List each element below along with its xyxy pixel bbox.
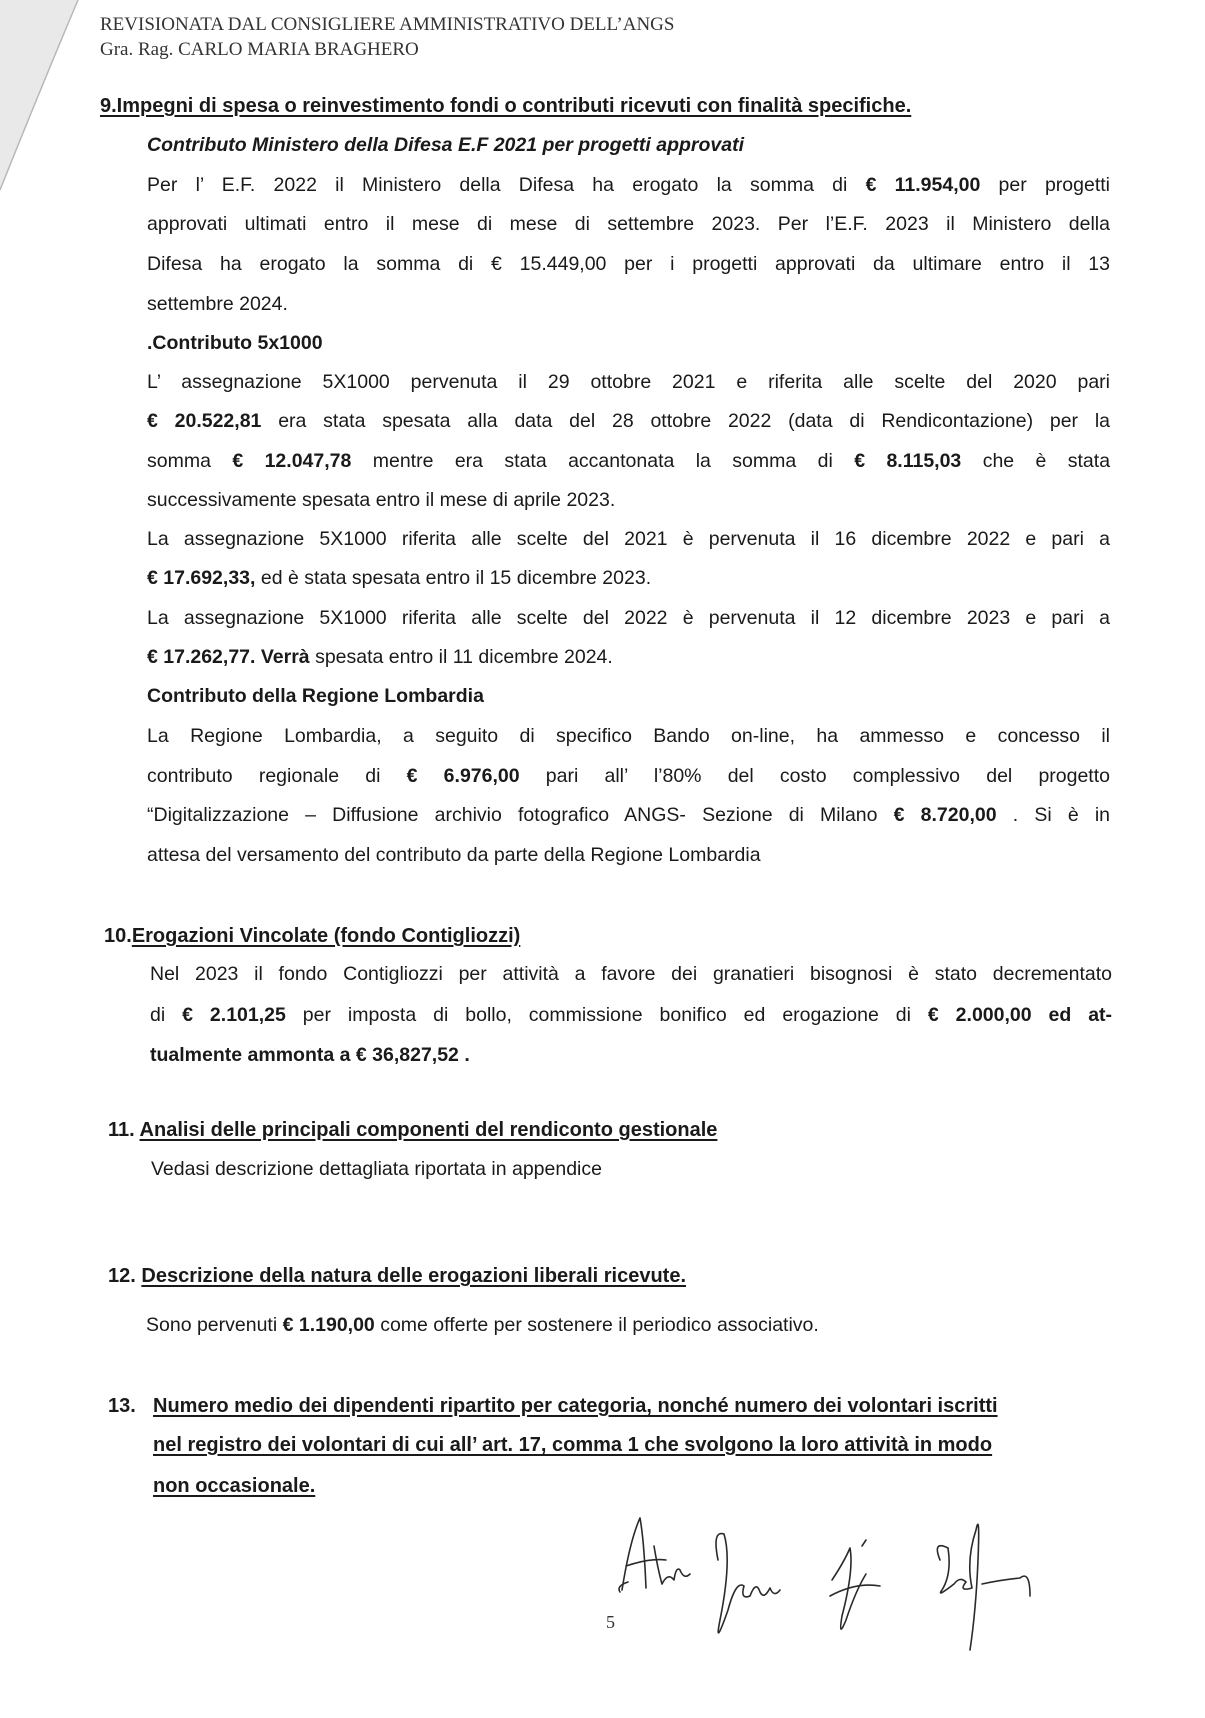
section-9-subtitle-ministero: Contributo Ministero della Difesa E.F 2021 per progetti approvati (147, 134, 745, 156)
amount: € 8.720,00 (893, 804, 997, 826)
amount: € 8.115,03 (854, 450, 962, 472)
section-9-subtitle-lombardia: Contributo della Regione Lombardia (147, 685, 484, 707)
section-11-heading (108, 1117, 717, 1143)
amount: € 2.101,25 (182, 1004, 286, 1026)
paragraph-line (146, 1313, 819, 1337)
paragraph-line (147, 409, 1110, 433)
section-9-subtitle-5x1000: .Contributo 5x1000 (147, 332, 323, 354)
text: Per l’ E.F. 2022 il Ministero della Difesa ha erogato la somma di (147, 174, 848, 196)
paragraph-line: attesa del versamento del contributo da parte della Regione Lombardia (147, 844, 761, 866)
text: contributo regionale di (147, 765, 381, 787)
paragraph-line: La assegnazione 5X1000 riferita alle scelte del 2021 è pervenuta il 16 dicembre 2022 e pari a (147, 528, 1110, 550)
section-number: 12. (108, 1265, 136, 1287)
text: “Digitalizzazione – Diffusione archivio fotografico ANGS- Sezione di Milano (147, 804, 878, 826)
section-13-title-line-2: nel registro dei volontari di cui all’ art. 17, comma 1 che svolgono la loro attività in modo (153, 1434, 993, 1456)
paragraph-line: Vedasi descrizione dettagliata riportata in appendice (151, 1158, 602, 1180)
section-number: 10. (104, 925, 132, 947)
section-number: 11. (108, 1119, 135, 1141)
paragraph-line (147, 173, 1110, 197)
page-fold-shadow (0, 0, 80, 200)
amount: € 2.000,00 ed at- (927, 1004, 1113, 1026)
amount: € 17.262,77. Verrà (147, 646, 310, 668)
text: per progetti (998, 174, 1110, 196)
section-13-title-line-1: Numero medio dei dipendenti ripartito per categoria, nonché numero dei volontari iscritti (153, 1395, 998, 1417)
paragraph-line (147, 764, 1110, 788)
paragraph-line: settembre 2024. (147, 293, 288, 315)
amount: € 20.522,81 (147, 410, 262, 432)
paragraph-line: La Regione Lombardia, a seguito di specifico Bando on-line, ha ammesso e concesso il (147, 725, 1110, 747)
amount: € 17.692,33, (147, 567, 256, 589)
section-10-title: Erogazioni Vincolate (fondo Contigliozzi) (131, 925, 521, 947)
paragraph-line (150, 1003, 1112, 1027)
paragraph-line: tualmente ammonta a € 36,827,52 . (150, 1044, 470, 1066)
page-number: 5 (606, 1612, 615, 1632)
text: di (150, 1004, 166, 1026)
paragraph-line: Nel 2023 il fondo Contigliozzi per attività a favore dei granatieri bisognosi è stato decrementato (150, 963, 1112, 985)
section-9-title: 9.Impegni di spesa o reinvestimento fondi o contributi ricevuti con finalità specifiche. (100, 95, 912, 117)
header-line-2: Gra. Rag. CARLO MARIA BRAGHERO (100, 39, 419, 60)
section-12-heading (108, 1263, 686, 1289)
text: Sono pervenuti (146, 1314, 278, 1336)
paragraph-line: successivamente spesata entro il mese di aprile 2023. (147, 489, 616, 511)
paragraph-line: L’ assegnazione 5X1000 pervenuta il 29 ottobre 2021 e riferita alle scelte del 2020 pari (147, 371, 1110, 393)
amount: € 6.976,00 (406, 765, 520, 787)
section-13-title-line-3: non occasionale. (153, 1475, 316, 1497)
handwritten-signatures (610, 1500, 1080, 1660)
text: somma (147, 450, 211, 472)
section-11-title: Analisi delle principali componenti del rendiconto gestionale (139, 1119, 718, 1141)
text: che è stata (982, 450, 1111, 472)
paragraph-line (147, 803, 1110, 827)
section-10-heading (104, 923, 520, 949)
text: pari all’ l’80% del costo complessivo del progetto (545, 765, 1110, 787)
text: mentre era stata accantonata la somma di (372, 450, 833, 472)
text: ed è stata spesata entro il 15 dicembre 2023. (260, 567, 652, 589)
text: . Si è in (1012, 804, 1111, 826)
text: era stata spesata alla data del 28 ottobre 2022 (data di Rendicontazione) per la (278, 410, 1111, 432)
paragraph-line: approvati ultimati entro il mese di mese di settembre 2023. Per l’E.F. 2023 il Ministero della (147, 213, 1110, 235)
amount: € 1.190,00 (282, 1314, 375, 1336)
header-line-1: REVISIONATA DAL CONSIGLIERE AMMINISTRATIVO DELL’ANGS (100, 14, 675, 35)
revision-header (100, 12, 674, 62)
paragraph-line: La assegnazione 5X1000 riferita alle scelte del 2022 è pervenuta il 12 dicembre 2023 e pari a (147, 607, 1110, 629)
section-12-title: Descrizione della natura delle erogazioni liberali ricevute. (141, 1265, 687, 1287)
text: spesata entro il 11 dicembre 2024. (315, 646, 613, 668)
paragraph-line: Difesa ha erogato la somma di € 15.449,00 per i progetti approvati da ultimare entro il 13 (147, 253, 1110, 275)
text: come offerte per sostenere il periodico associativo. (380, 1314, 819, 1336)
paragraph-line (147, 566, 651, 590)
text: per imposta di bollo, commissione bonifico ed erogazione di (302, 1004, 911, 1026)
amount: € 11.954,00 (865, 174, 981, 196)
paragraph-line (147, 449, 1110, 473)
section-13-number: 13. (108, 1395, 136, 1417)
amount: € 12.047,78 (232, 450, 352, 472)
paragraph-line (147, 645, 613, 669)
